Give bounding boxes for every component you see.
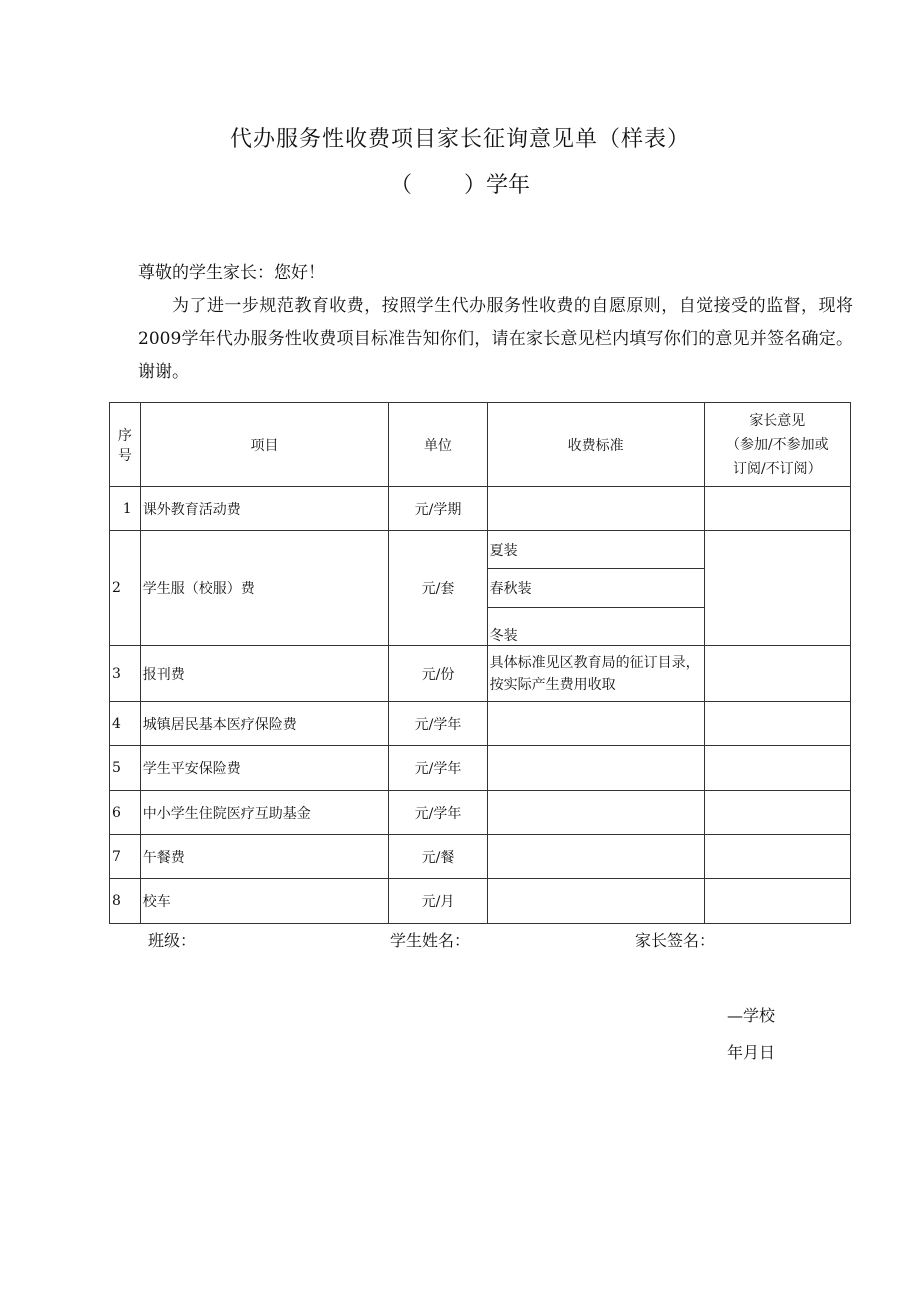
row-standard <box>487 702 704 746</box>
row-opinion-field[interactable] <box>704 702 850 746</box>
row-standard <box>487 835 704 879</box>
row-standard-subitems <box>487 531 704 646</box>
page-title: 代办服务性收费项目家长征询意见单（样表） <box>229 127 690 152</box>
row-seq: 3 <box>110 646 141 702</box>
row-item: 学生平安保险费 <box>140 746 389 791</box>
table-row <box>110 646 851 702</box>
row-seq: 2 <box>110 531 141 646</box>
row-unit: 元/学年 <box>389 702 487 746</box>
row-opinion-field[interactable] <box>704 746 850 791</box>
row-unit: 元/学年 <box>389 746 487 791</box>
row-unit: 元/学年 <box>389 791 487 835</box>
parent-signature-label: 家长签名： <box>635 931 716 950</box>
subitem-summer: 夏装 <box>488 531 704 569</box>
table-row <box>110 702 851 746</box>
row-standard <box>487 487 704 531</box>
row-standard <box>487 746 704 791</box>
intro-paragraph: 为了进一步规范教育收费，按照学生代办服务性收费的自愿原则，自觉接受的监督，现将2009学年代办服务性收费项目标准告知你们，请在家长意见栏内填写你们的意见并签名确定。谢谢。 <box>138 296 853 382</box>
header-item: 项目 <box>140 403 389 487</box>
row-opinion-field[interactable] <box>704 531 850 646</box>
row-seq: 4 <box>110 702 141 746</box>
row-seq: 8 <box>110 879 141 924</box>
year-open-paren: （ <box>389 173 412 198</box>
table-row <box>110 746 851 791</box>
row-unit: 元/月 <box>389 879 487 924</box>
student-name-label: 学生姓名： <box>390 931 471 950</box>
row-unit: 元/套 <box>389 531 487 646</box>
row-item: 报刊费 <box>140 646 389 702</box>
school-signature: —学校 <box>727 1006 776 1025</box>
header-seq: 序号 <box>110 403 141 487</box>
row-opinion-field[interactable] <box>704 646 850 702</box>
row-unit: 元/学期 <box>389 487 487 531</box>
school-year-line <box>0 168 920 199</box>
header-standard: 收费标准 <box>487 403 704 487</box>
row-item: 课外教育活动费 <box>140 487 389 531</box>
row-seq: 6 <box>110 791 141 835</box>
header-unit: 单位 <box>389 403 487 487</box>
row-seq: 5 <box>110 746 141 791</box>
row-seq: 7 <box>110 835 141 879</box>
table-row <box>110 531 851 646</box>
row-standard: 具体标准见区教育局的征订目录，按实际产生费用收取 <box>487 646 704 702</box>
row-item: 城镇居民基本医疗保险费 <box>140 702 389 746</box>
date-line: 年月日 <box>727 1043 776 1062</box>
year-close-label: ）学年 <box>464 173 531 198</box>
row-standard <box>487 879 704 924</box>
table-row <box>110 791 851 835</box>
row-opinion-field[interactable] <box>704 791 850 835</box>
row-standard <box>487 791 704 835</box>
header-opinion: 家长意见 （参加/不参加或 订阅/不订阅） <box>704 403 850 487</box>
row-item: 学生服（校服）费 <box>140 531 389 646</box>
fee-table <box>109 402 851 924</box>
table-header-row <box>110 403 851 487</box>
row-unit: 元/份 <box>389 646 487 702</box>
row-opinion-field[interactable] <box>704 487 850 531</box>
subitem-spring-autumn: 春秋装 <box>488 569 704 608</box>
table-row <box>110 879 851 924</box>
row-seq: 1 <box>110 487 141 531</box>
row-item: 中小学生住院医疗互助基金 <box>140 791 389 835</box>
row-item: 午餐费 <box>140 835 389 879</box>
table-row <box>110 487 851 531</box>
row-item: 校车 <box>140 879 389 924</box>
class-field-label: 班级： <box>148 931 197 950</box>
table-row <box>110 835 851 879</box>
row-opinion-field[interactable] <box>704 879 850 924</box>
greeting: 尊敬的学生家长：您好！ <box>138 263 325 283</box>
subitem-winter: 冬装 <box>489 628 518 644</box>
row-opinion-field[interactable] <box>704 835 850 879</box>
row-unit: 元/餐 <box>389 835 487 879</box>
